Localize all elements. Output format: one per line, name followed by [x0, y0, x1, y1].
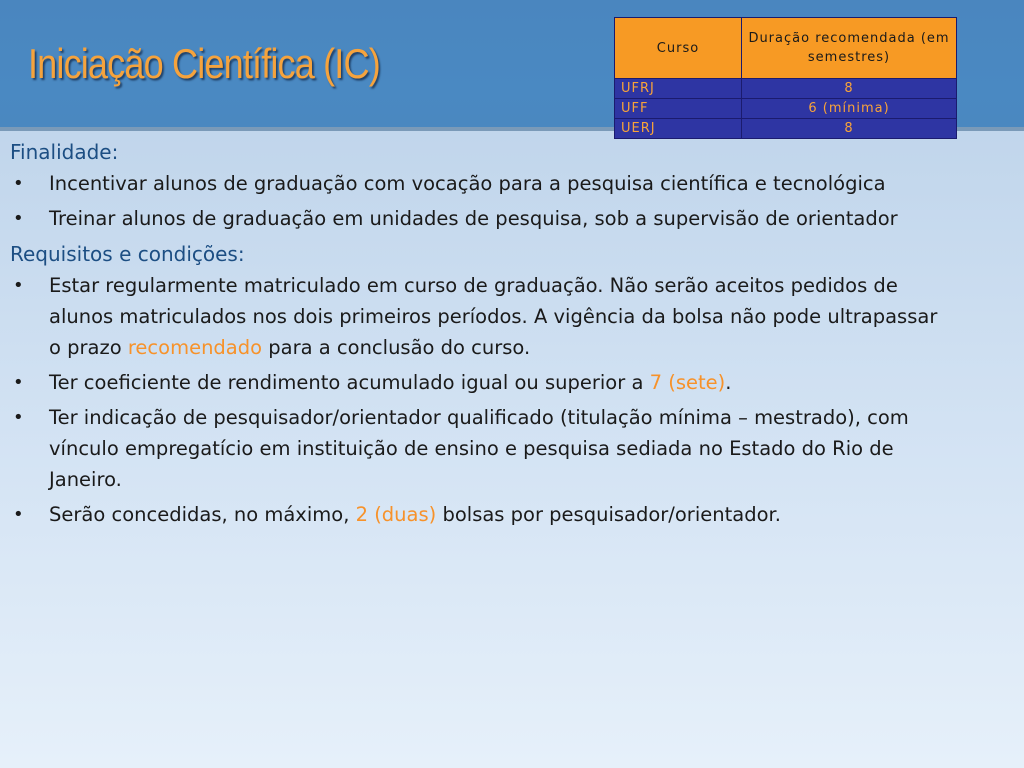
list-item-text: .: [725, 371, 732, 394]
bullet-icon: •: [13, 407, 24, 428]
list-item-text: bolsas por pesquisador/orientador.: [436, 503, 781, 526]
table-cell-duracao: 8: [742, 119, 957, 139]
list-item: [10, 402, 940, 495]
table-cell-duracao: 8: [742, 79, 957, 99]
bullet-icon: •: [13, 208, 24, 229]
list-item: [10, 499, 940, 530]
table-header-duracao: Duração recomendada (em semestres): [742, 18, 957, 79]
requisitos-heading: Requisitos e condições:: [10, 242, 245, 266]
list-item-text: Treinar alunos de graduação em unidades de pesquisa, sob a supervisão de orientador: [49, 207, 898, 230]
slide-title: Iniciação Científica (IC): [28, 40, 380, 87]
list-item: [10, 203, 940, 234]
highlight-text: recomendado: [127, 336, 263, 359]
table-header-row: [615, 18, 957, 79]
table-row: [615, 79, 957, 99]
list-item-text: Serão concedidas, no máximo,: [49, 503, 356, 526]
table-cell-duracao: 6 (mínima): [742, 99, 957, 119]
slide-body: [10, 136, 940, 534]
list-item: [10, 270, 940, 363]
table-cell-curso: UFF: [615, 99, 742, 119]
list-item-text: Incentivar alunos de graduação com vocação para a pesquisa científica e tecnológica: [49, 172, 886, 195]
list-item-text: para a conclusão do curso.: [262, 336, 531, 359]
bullet-icon: •: [13, 504, 24, 525]
table-row: [615, 99, 957, 119]
list-item: [10, 168, 940, 199]
requisitos-list: [10, 270, 940, 530]
list-item-text: Ter coeficiente de rendimento acumulado igual ou superior a: [49, 371, 650, 394]
table-header-curso: Curso: [615, 18, 742, 79]
finalidade-list: [10, 168, 940, 234]
highlight-text: 7 (sete): [649, 371, 726, 394]
duration-table: [614, 17, 957, 139]
list-item-text: Ter indicação de pesquisador/orientador qualificado (titulação mínima – mestrado), com vínculo empregatício em instituição de ensino e pesquisa sediada no Estado do Rio de Janeiro.: [49, 406, 909, 491]
list-item-text: Estar regularmente matriculado em curso de graduação. Não serão aceitos pedidos de alunos matriculados nos dois primeiros períodos. A vigência da bolsa não pode ultrapassar o prazo: [49, 274, 938, 359]
bullet-icon: •: [13, 173, 24, 194]
table-cell-curso: UFRJ: [615, 79, 742, 99]
bullet-icon: •: [13, 372, 24, 393]
finalidade-heading: Finalidade:: [10, 140, 119, 164]
bullet-icon: •: [13, 275, 24, 296]
highlight-text: 2 (duas): [355, 503, 437, 526]
table-cell-curso: UERJ: [615, 119, 742, 139]
list-item: [10, 367, 940, 398]
